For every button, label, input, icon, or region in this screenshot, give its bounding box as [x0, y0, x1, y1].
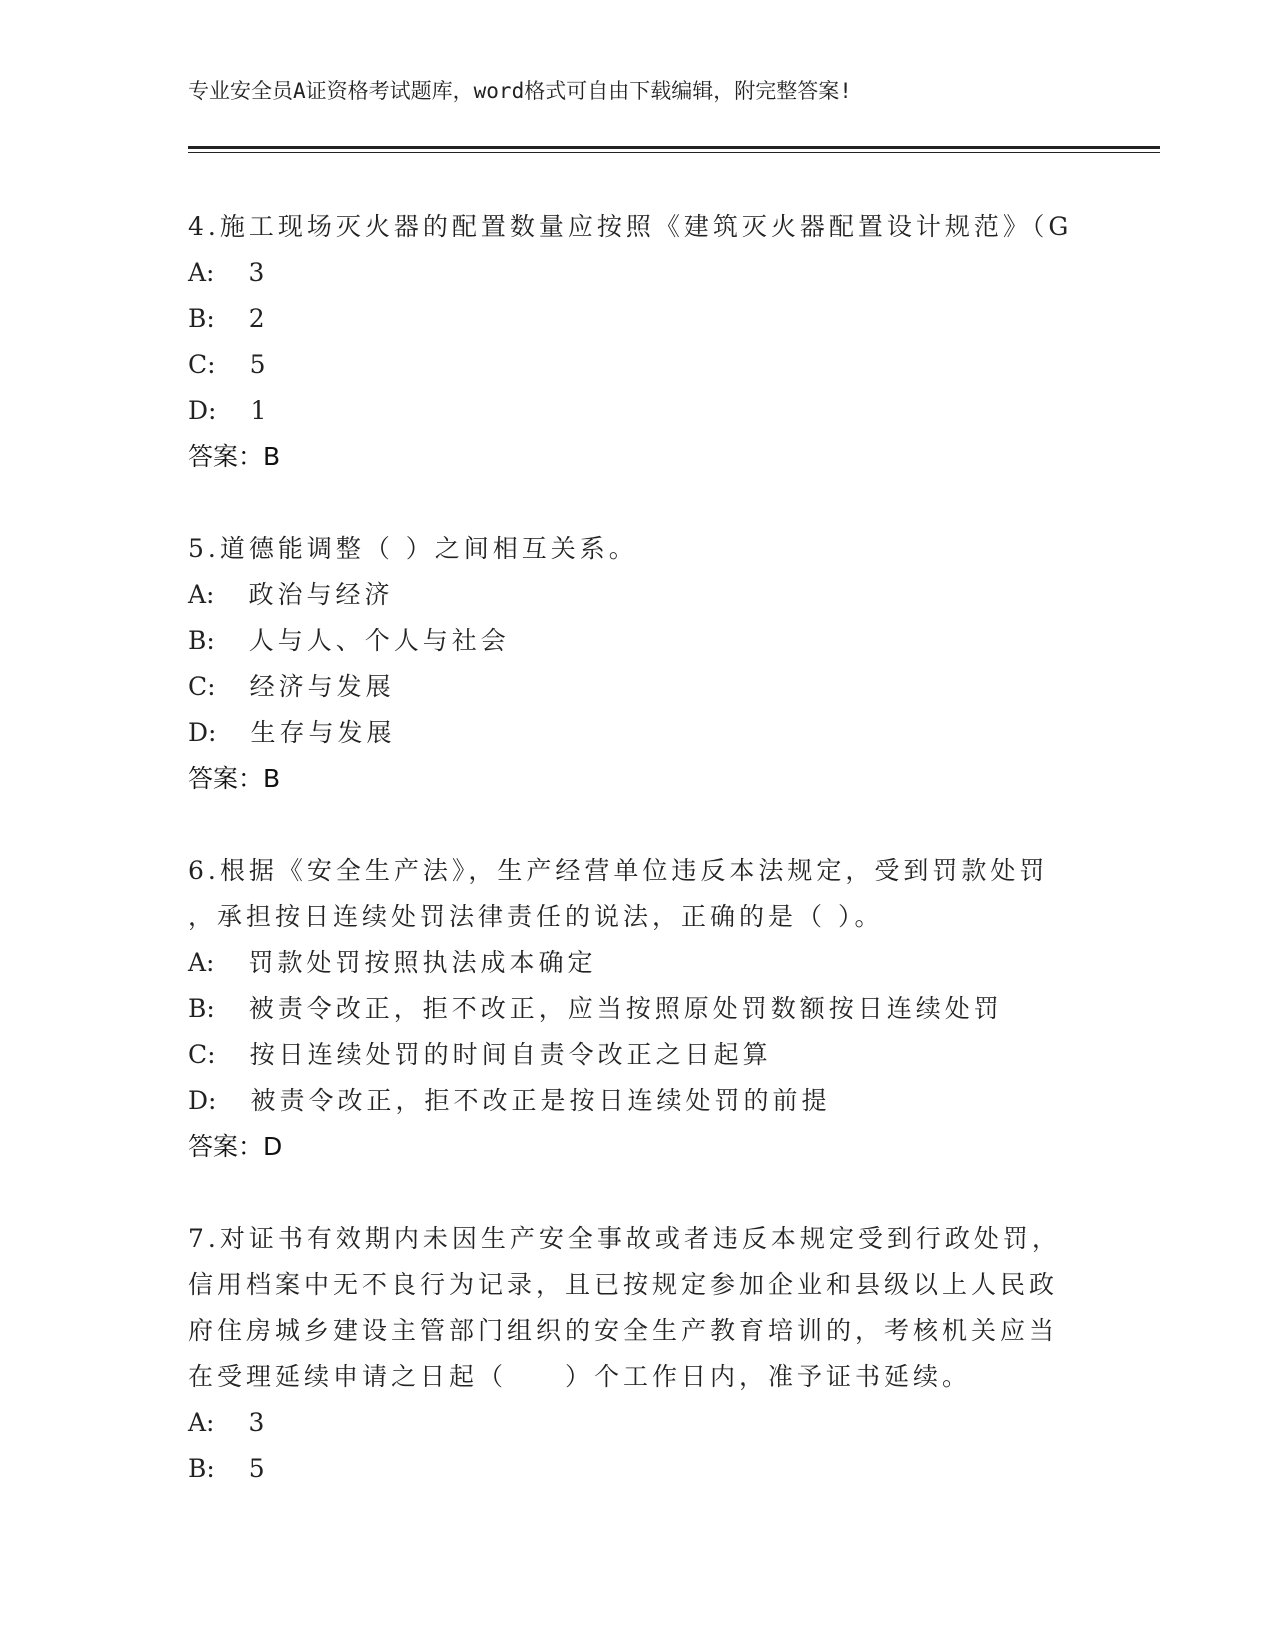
option-c	[188, 1032, 1068, 1078]
option-text: 经济与发展	[249, 672, 395, 701]
option-letter: D:	[188, 396, 217, 425]
option-b	[188, 1446, 1068, 1492]
option-text: 按日连续处罚的时间自责令改正之日起算	[249, 1040, 772, 1069]
option-b	[188, 986, 1068, 1032]
question-4	[188, 204, 1073, 480]
question-text-line-2: ，承担按日连续处罚法律责任的说法，正确的是（ ）。	[188, 902, 884, 931]
option-text: 2	[248, 304, 269, 333]
option-b	[188, 618, 1068, 664]
option-letter: B:	[188, 994, 215, 1023]
option-text: 5	[248, 1454, 269, 1483]
option-text: 罚款处罚按照执法成本确定	[248, 948, 597, 977]
answer-label: 答案：D	[188, 1132, 283, 1161]
header-rule-thick	[188, 146, 1160, 149]
option-d	[188, 710, 1068, 756]
option-letter: A:	[188, 1408, 215, 1437]
option-text: 1	[250, 396, 271, 425]
question-text-line-2: 信用档案中无不良行为记录，且已按规定参加企业和县级以上人民政	[188, 1270, 1059, 1299]
option-a	[188, 940, 1068, 986]
option-letter: C:	[188, 350, 216, 379]
option-letter: D:	[188, 1086, 217, 1115]
question-list	[188, 204, 1073, 1492]
option-letter: A:	[188, 580, 215, 609]
option-text: 被责令改正，拒不改正，应当按照原处罚数额按日连续处罚	[248, 994, 1003, 1023]
question-text: 4.施工现场灭火器的配置数量应按照《建筑灭火器配置设计规范》（G	[188, 212, 1073, 241]
question-text-line-4: 在受理延续申请之日起（ ）个工作日内，准予证书延续。	[188, 1362, 972, 1391]
question-text-line-1: 7.对证书有效期内未因生产安全事故或者违反本规定受到行政处罚，	[188, 1224, 1061, 1253]
option-letter: C:	[188, 1040, 216, 1069]
option-c	[188, 342, 1068, 388]
option-d	[188, 388, 1068, 434]
question-text-line-3: 府住房城乡建设主管部门组织的安全生产教育培训的，考核机关应当	[188, 1316, 1059, 1345]
option-letter: D:	[188, 718, 217, 747]
question-text-line-1: 6.根据《安全生产法》，生产经营单位违反本法规定，受到罚款处罚	[188, 856, 1049, 885]
option-a	[188, 572, 1068, 618]
option-letter: A:	[188, 948, 215, 977]
option-text: 5	[249, 350, 270, 379]
option-b	[188, 296, 1068, 342]
option-c	[188, 664, 1068, 710]
answer-label: 答案：B	[188, 442, 281, 471]
option-d	[188, 1078, 1068, 1124]
option-text: 被责令改正，拒不改正是按日连续处罚的前提	[250, 1086, 831, 1115]
question-5	[188, 526, 1068, 802]
option-letter: C:	[188, 672, 216, 701]
option-letter: A:	[188, 258, 215, 287]
question-text: 5.道德能调整（ ）之间相互关系。	[188, 534, 638, 563]
option-letter: B:	[188, 304, 215, 333]
question-7	[188, 1216, 1068, 1492]
option-letter: B:	[188, 626, 215, 655]
header-rule-thin	[188, 152, 1160, 153]
option-a	[188, 1400, 1068, 1446]
option-text: 人与人、个人与社会	[248, 626, 510, 655]
question-6	[188, 848, 1068, 1170]
answer-label: 答案：B	[188, 764, 281, 793]
option-text: 政治与经济	[248, 580, 394, 609]
option-letter: B:	[188, 1454, 215, 1483]
page-header: 专业安全员A证资格考试题库，word格式可自由下载编辑，附完整答案!	[188, 79, 852, 103]
option-text: 生存与发展	[250, 718, 396, 747]
option-text: 3	[248, 1408, 269, 1437]
option-text: 3	[248, 258, 269, 287]
option-a	[188, 250, 1068, 296]
